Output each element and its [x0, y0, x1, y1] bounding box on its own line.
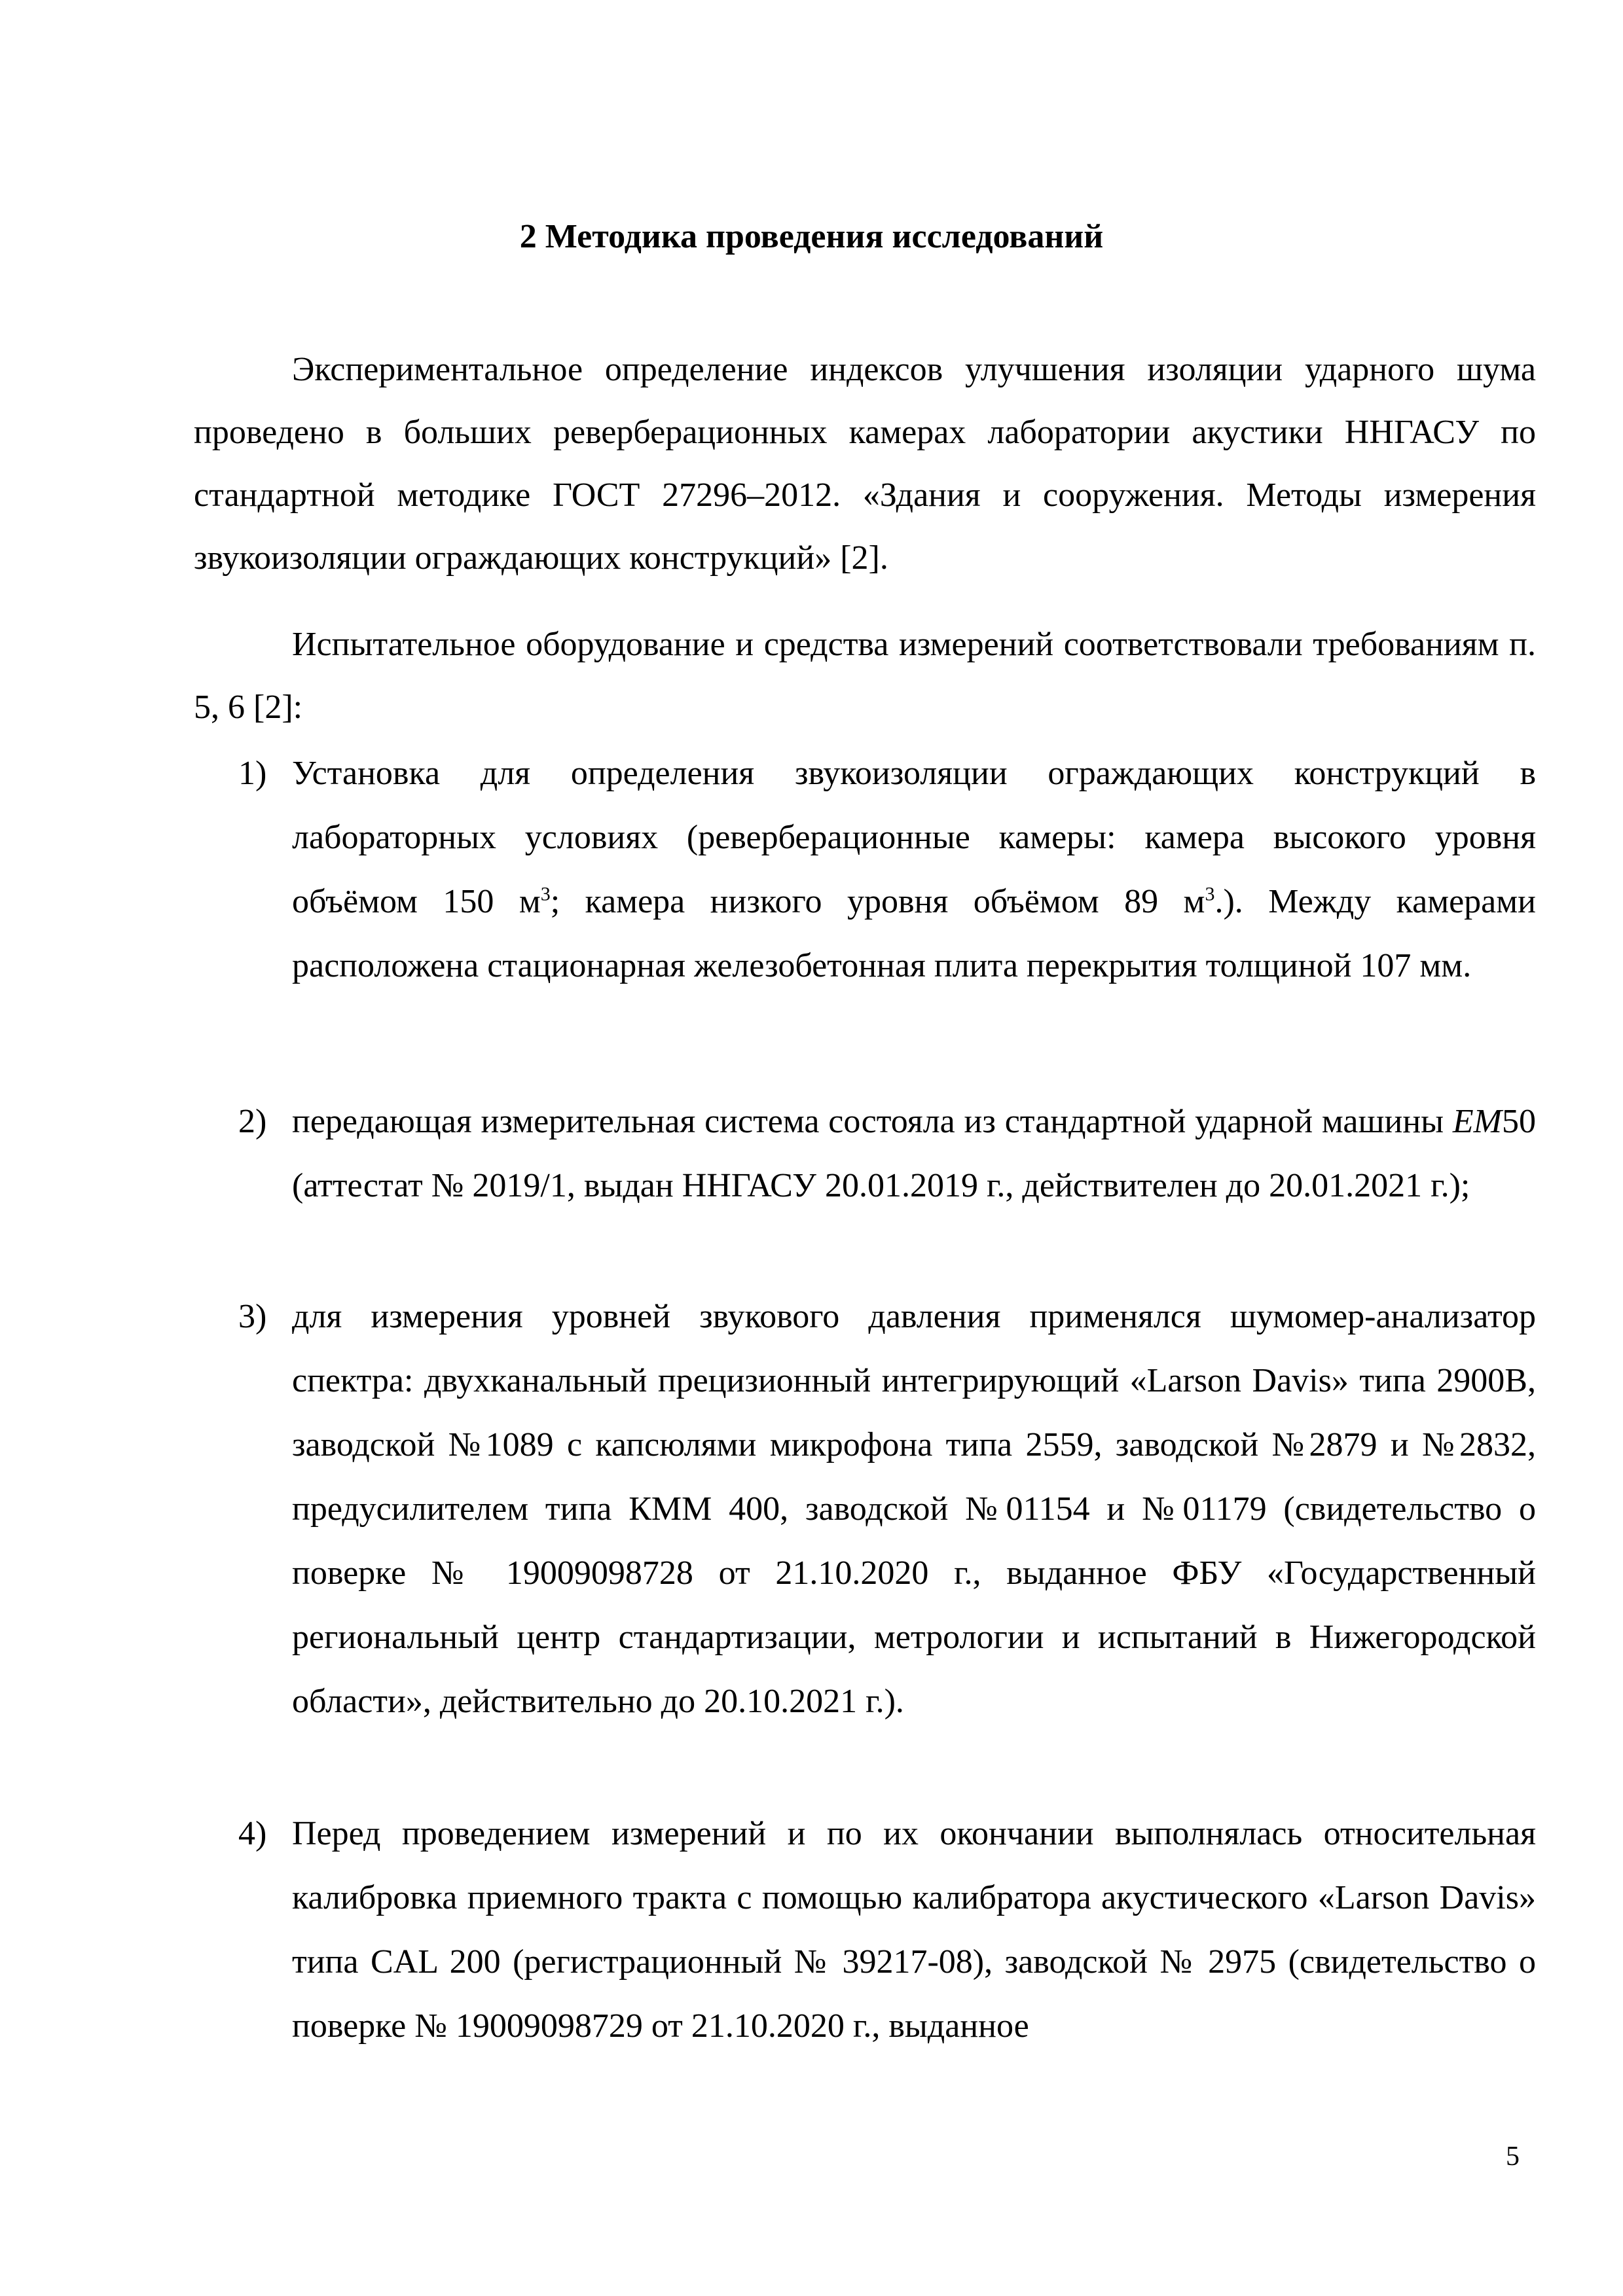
list-text: передающая измерительная система состояла из стандартной ударной машины	[292, 1103, 1453, 1140]
list-item	[194, 742, 1536, 998]
paragraph-text: Экспериментальное определение индексов улучшения изоляции ударного шума проведено в больших реверберационных камерах лаборатории акустики ННГАСУ по стандартной методике ГОСТ 27296–2012. «Здания и сооружения. Методы измерения звукоизоляции ограждающих конструкций» [2].	[194, 351, 1536, 577]
list-text: Перед проведением измерений и по их окончании выполнялась относительная калибровка приемного тракта с помощью калибратора акустического «Larson Davis» типа CAL 200 (регистрационный № 39217-08), заводской № 2975 (свидетельство о поверке № 19009098729 от 21.10.2020 г., выданное	[292, 1815, 1536, 2045]
paragraph-intro	[194, 338, 1536, 590]
list-text: 50 (аттестат № 2019/1, выдан ННГАСУ 20.01.2019 г., действителен до 20.01.2021 г.);	[292, 1103, 1536, 1204]
equipment-list-item-4	[194, 1802, 1536, 2058]
list-item	[194, 1802, 1536, 2058]
list-number: 3)	[238, 1298, 267, 1335]
list-text: ; камера низкого уровня объёмом 89 м	[550, 883, 1205, 920]
list-text: .). Между камерами расположена стационарная железобетонная плита перекрытия толщиной 107 мм.	[292, 883, 1536, 984]
italic-text: EM	[1452, 1103, 1502, 1140]
paragraph-text: Испытательное оборудование и средства измерений соответствовали требованиям п. 5, 6 [2]:	[194, 626, 1536, 726]
list-item	[194, 1090, 1536, 1218]
superscript: 3	[540, 883, 551, 905]
list-number: 4)	[238, 1815, 267, 1852]
page-number: 5	[1506, 2142, 1520, 2172]
list-item	[194, 1285, 1536, 1734]
section-heading: 2 Методика проведения исследований	[519, 218, 1104, 255]
superscript: 3	[1205, 883, 1215, 905]
equipment-list-item-3	[194, 1285, 1536, 1734]
list-text: для измерения уровней звукового давления применялся шумомер-анализатор спектра: двухканальный прецизионный интегрирующий «Larson Davis» типа 2900В, заводской №1089 с капсюлями микрофона типа 2559, заводской №2879 и №2832, предусилителем типа КММ 400, заводской №01154 и №01179 (свидетельство о поверке № 19009098728 от 21.10.2020 г., выданное ФБУ «Государственный региональный центр стандартизации, метрологии и испытаний в Нижегородской области», действительно до 20.10.2021 г.).	[292, 1298, 1536, 1720]
equipment-list-item-2	[194, 1090, 1536, 1218]
equipment-list-item-1	[194, 742, 1536, 998]
list-number: 1)	[238, 755, 267, 792]
list-number: 2)	[238, 1103, 267, 1140]
list-text: Установка для определения звукоизоляции ограждающих конструкций в лабораторных условиях (реверберационные камеры: камера высокого уровня объёмом 150 м	[292, 755, 1536, 920]
paragraph-equipment	[194, 613, 1536, 739]
